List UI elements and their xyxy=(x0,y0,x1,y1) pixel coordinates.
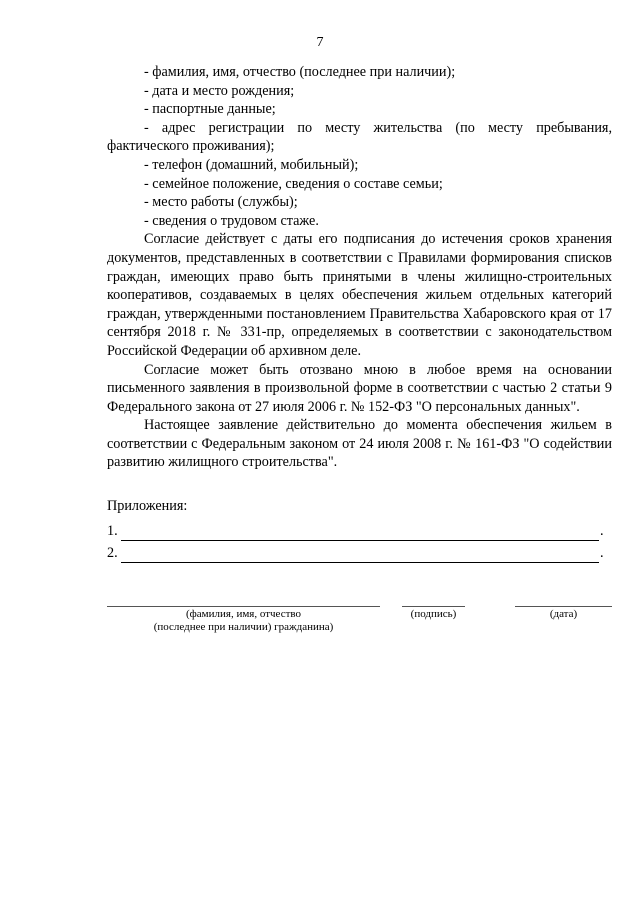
consent-revocation-paragraph: Согласие может быть отозвано мною в любое время на основании письменного заявления в произвольной форме в соответствии с частью 2 статьи 9 Федерального закона от 27 июля 2006 г. № 152-ФЗ "О персональных данных". xyxy=(107,361,612,415)
document-body xyxy=(107,63,612,472)
date-caption: (дата) xyxy=(549,608,578,620)
list-item-phone: - телефон (домашний, мобильный); xyxy=(144,156,359,173)
list-item-address: - адрес регистрации по месту жительства (по месту пребывания, фактического проживания); xyxy=(107,119,612,155)
list-item-work-experience: - сведения о трудовом стаже. xyxy=(144,212,319,229)
application-validity-paragraph: Настоящее заявление действительно до момента обеспечения жильем в соответствии с Федеральным законом от 24 июля 2008 г. № 161-ФЗ "О содействии развитию жилищного строительства". xyxy=(107,417,612,471)
name-caption: (фамилия, имя, отчество (последнее при наличии) гражданина) xyxy=(153,608,334,633)
attachments-title: Приложения: xyxy=(107,498,188,514)
signature-blank-line xyxy=(402,606,465,607)
list-item-full-name: - фамилия, имя, отчество (последнее при наличии); xyxy=(144,64,456,80)
attachment-number: 2. xyxy=(107,545,118,561)
signature-caption: (подпись) xyxy=(410,608,457,620)
attachment-blank-line xyxy=(121,525,599,541)
page-number: 7 xyxy=(316,35,324,50)
attachments-section xyxy=(107,497,612,563)
list-item-birth: - дата и место рождения; xyxy=(144,82,295,99)
consent-validity-paragraph: Согласие действует с даты его подписания до истечения сроков хранения документов, представленных в соответствии с Правилами формирования списков граждан, имеющих право быть принятыми в члены жилищно-строительных кооперативов, создаваемых в целях обеспечения жильем отдельных категорий граждан, утвержденными постановлением Правительства Хабаровского края от 17 сентября 2018 г. № 331-пр, определяемых в соответствии с законодательством Российской Федерации об архивном деле. xyxy=(107,231,612,359)
attachment-end-mark: . xyxy=(600,523,604,539)
list-item-family: - семейное положение, сведения о составе семьи; xyxy=(144,175,443,192)
list-item-workplace: - место работы (службы); xyxy=(144,194,298,211)
attachment-row xyxy=(107,541,612,563)
list-item-passport: - паспортные данные; xyxy=(144,101,276,118)
date-blank-line xyxy=(515,606,612,607)
name-blank-line xyxy=(107,606,380,607)
attachment-number: 1. xyxy=(107,523,118,539)
attachment-blank-line xyxy=(121,547,599,563)
attachment-end-mark: . xyxy=(600,545,604,561)
attachment-row xyxy=(107,519,612,541)
